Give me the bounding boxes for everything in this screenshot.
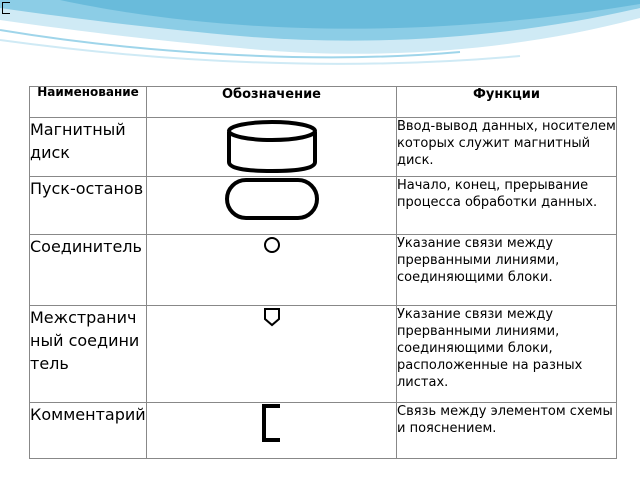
column-header-function: Функции xyxy=(397,87,617,118)
table-row xyxy=(30,118,617,177)
row-function: Указание связи между прерванными линиями, соединяющими блоки, расположенные на разных листах. xyxy=(397,306,617,403)
row-symbol xyxy=(147,403,397,459)
row-symbol xyxy=(147,177,397,235)
row-name: Пуск-останов xyxy=(30,177,147,235)
off-page-connector-icon xyxy=(262,306,282,328)
table-header-row xyxy=(30,87,617,118)
row-name: Магнитный диск xyxy=(30,118,147,177)
terminator-icon xyxy=(224,177,320,221)
row-function: Ввод-вывод данных, носителем которых служит магнитный диск. xyxy=(397,118,617,177)
row-name: Межстраничный соединитель xyxy=(30,306,147,403)
corner-bracket-mark xyxy=(2,2,10,14)
row-symbol xyxy=(147,235,397,306)
row-function: Связь между элементом схемы и пояснением. xyxy=(397,403,617,459)
decorative-wave-background xyxy=(0,0,640,80)
row-name: Комментарий xyxy=(30,403,147,459)
table-row xyxy=(30,177,617,235)
table-row xyxy=(30,403,617,459)
connector-icon xyxy=(262,235,282,255)
row-function: Начало, конец, прерывание процесса обработки данных. xyxy=(397,177,617,235)
comment-bracket-icon xyxy=(260,403,284,443)
column-header-symbol: Обозначение xyxy=(147,87,397,118)
row-symbol xyxy=(147,306,397,403)
row-symbol xyxy=(147,118,397,177)
flowchart-symbols-table xyxy=(29,86,617,459)
column-header-name: Наименование xyxy=(30,87,147,118)
row-name: Соединитель xyxy=(30,235,147,306)
magnetic-disk-icon xyxy=(226,118,318,174)
row-function: Указание связи между прерванными линиями, соединяющими блоки. xyxy=(397,235,617,306)
table-row xyxy=(30,306,617,403)
table-row xyxy=(30,235,617,306)
